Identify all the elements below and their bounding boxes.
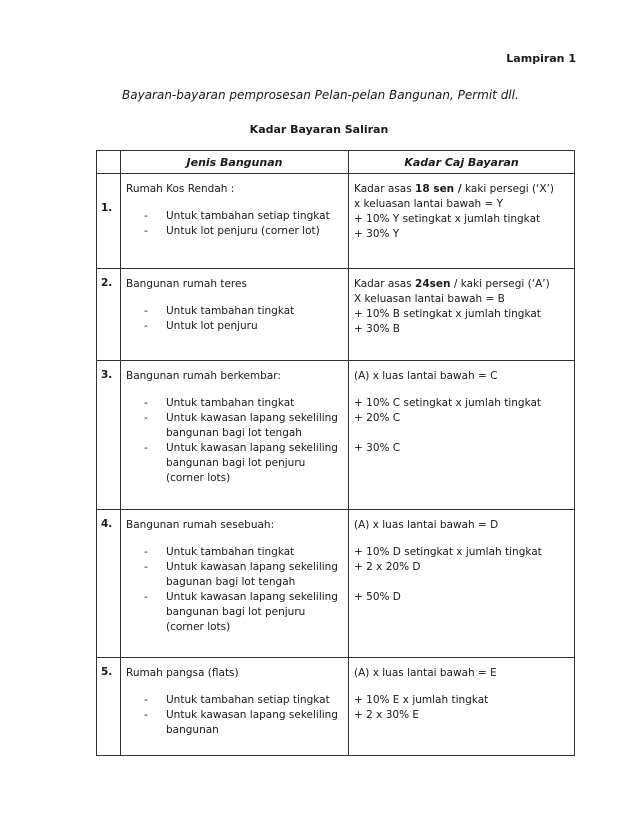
- header-fee-rate: Kadar Caj Bayaran: [349, 151, 575, 174]
- row-number: 3.: [97, 361, 121, 510]
- building-type-main: Bangunan rumah berkembar:: [126, 370, 281, 382]
- fee-line: + 50% D: [354, 591, 401, 603]
- fee-line: x keluasan lantai bawah = Y: [354, 198, 504, 210]
- fee-rate-cell: [349, 510, 575, 658]
- list-item: - Untuk lot penjuru: [126, 319, 344, 334]
- header-number-cell: [97, 151, 121, 174]
- list-item: - Untuk tambahan setiap tingkat: [126, 693, 344, 708]
- fee-line: (A) x luas lantai bawah = C: [354, 370, 498, 382]
- fee-line: + 10% B setingkat x jumlah tingkat: [354, 308, 541, 320]
- building-type-cell: [121, 510, 349, 658]
- fee-rate-suffix: / kaki persegi (‘A’): [450, 278, 550, 290]
- row-number: 1.: [97, 174, 121, 269]
- table-row: [97, 658, 575, 756]
- table-caption: Kadar Bayaran Saliran: [249, 123, 389, 136]
- fee-rate-cell: [349, 361, 575, 510]
- fee-rate-suffix: kaki persegi (‘X’): [461, 183, 555, 195]
- list-item-text: Untuk tambahan tingkat: [166, 305, 295, 317]
- fee-rate-cell: [349, 658, 575, 756]
- list-item-text: Untuk lot penjuru: [166, 320, 258, 332]
- list-item: - Untuk kawasan lapang sekeliling bangunan bagi lot tengah: [126, 411, 344, 441]
- fee-rate-cell: [349, 269, 575, 361]
- document-title: Bayaran-bayaran pemprosesan Pelan-pelan Bangunan, Permit dll.: [122, 88, 519, 102]
- fee-line: + 10% D setingkat x jumlah tingkat: [354, 546, 542, 558]
- fee-rate-value: 18 sen /: [415, 183, 462, 195]
- fee-rate-cell: [349, 174, 575, 269]
- table-row: [97, 174, 575, 269]
- list-item: - Untuk tambahan tingkat: [126, 304, 344, 319]
- list-item: - Untuk kawasan lapang sekeliling bangunan: [126, 708, 344, 738]
- table-row: [97, 269, 575, 361]
- list-item-text: Untuk kawasan lapang sekeliling bangunan: [166, 709, 338, 736]
- list-item-text: Untuk kawasan lapang sekeliling bangunan bagi lot tengah: [166, 412, 338, 439]
- row-number: 5.: [97, 658, 121, 756]
- fee-line: + 30% B: [354, 323, 401, 335]
- list-item-text: Untuk tambahan tingkat: [166, 546, 295, 558]
- fee-line: + 20% C: [354, 412, 401, 424]
- fee-line: (A) x luas lantai bawah = D: [354, 519, 499, 531]
- fee-line: + 2 x 20% D: [354, 561, 421, 573]
- table-row: [97, 361, 575, 510]
- fee-line: + 2 x 30% E: [354, 709, 420, 721]
- building-type-main: Bangunan rumah teres: [126, 278, 247, 290]
- list-item-text: Untuk lot penjuru (corner lot): [166, 225, 320, 237]
- fee-line: + 10% E x jumlah tingkat: [354, 694, 489, 706]
- table-row: [97, 510, 575, 658]
- list-item: - Untuk kawasan lapang sekeliling bangunan bagi lot penjuru (corner lots): [126, 441, 344, 486]
- fee-rate-value: 24sen: [415, 278, 451, 290]
- building-type-cell: [121, 361, 349, 510]
- fee-line: X keluasan lantai bawah = B: [354, 293, 505, 305]
- list-item: - Untuk lot penjuru (corner lot): [126, 224, 344, 239]
- building-type-cell: [121, 174, 349, 269]
- header-building-type: Jenis Bangunan: [121, 151, 349, 174]
- list-item: - Untuk tambahan tingkat: [126, 396, 344, 411]
- fee-table: [96, 150, 575, 756]
- list-item: - Untuk kawasan lapang sekeliling bagunan bagi lot tengah: [126, 560, 344, 590]
- building-type-cell: [121, 658, 349, 756]
- fee-line: + 10% C setingkat x jumlah tingkat: [354, 397, 542, 409]
- row-number: 4.: [97, 510, 121, 658]
- fee-rate-prefix: Kadar asas: [354, 278, 416, 290]
- building-type-main: Rumah Kos Rendah :: [126, 183, 235, 195]
- list-item: - Untuk tambahan setiap tingkat: [126, 209, 344, 224]
- list-item: - Untuk tambahan tingkat: [126, 545, 344, 560]
- fee-line: + 10% Y setingkat x jumlah tingkat: [354, 213, 541, 225]
- row-number: 2.: [97, 269, 121, 361]
- fee-line: + 30% Y: [354, 228, 400, 240]
- list-item-text: Untuk tambahan setiap tingkat: [166, 694, 330, 706]
- building-type-cell: [121, 269, 349, 361]
- building-type-main: Rumah pangsa (flats): [126, 667, 239, 679]
- list-item-text: Untuk tambahan setiap tingkat: [166, 210, 330, 222]
- building-type-main: Bangunan rumah sesebuah:: [126, 519, 275, 531]
- table-header-row: [97, 151, 575, 174]
- list-item-text: Untuk kawasan lapang sekeliling bangunan bagi lot penjuru (corner lots): [166, 591, 338, 633]
- fee-rate-prefix: Kadar asas: [354, 183, 416, 195]
- fee-line: + 30% C: [354, 442, 401, 454]
- lampiran-label: Lampiran 1: [506, 52, 576, 65]
- list-item-text: Untuk kawasan lapang sekeliling bangunan bagi lot penjuru (corner lots): [166, 442, 338, 484]
- list-item-text: Untuk tambahan tingkat: [166, 397, 295, 409]
- list-item: - Untuk kawasan lapang sekeliling bangunan bagi lot penjuru (corner lots): [126, 590, 344, 635]
- fee-line: (A) x luas lantai bawah = E: [354, 667, 497, 679]
- list-item-text: Untuk kawasan lapang sekeliling bagunan bagi lot tengah: [166, 561, 338, 588]
